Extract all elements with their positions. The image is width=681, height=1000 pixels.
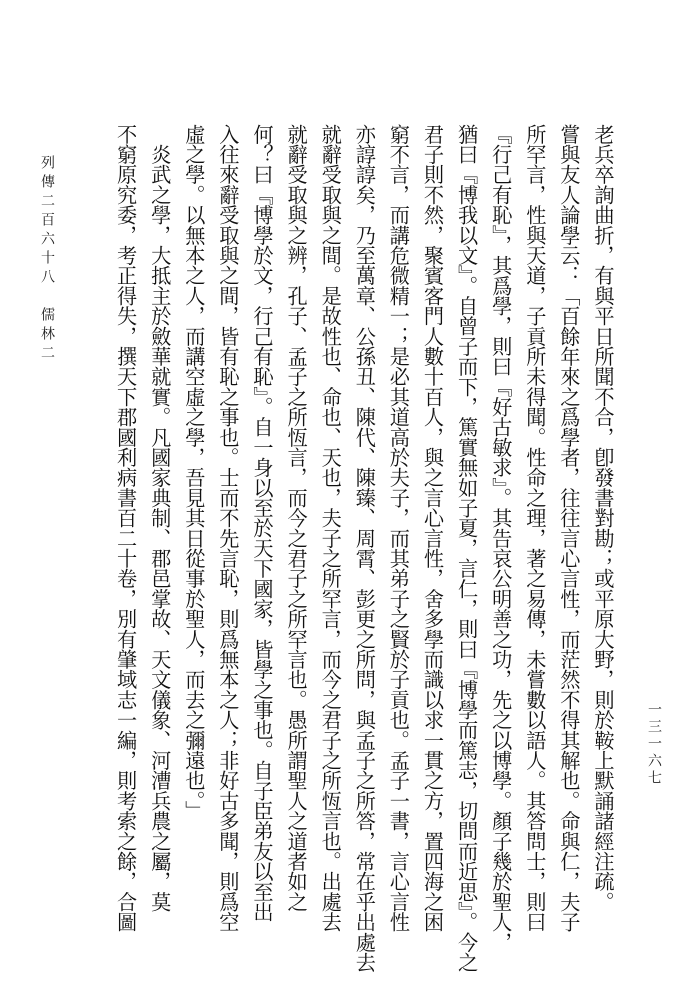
text-column: 老兵卒詢曲折，有與平日所聞不合，卽發書對勘；或平原大野，則於鞍上默誦諸經注疏。	[591, 124, 615, 912]
text-column: 嘗與友人論學云：「百餘年來之爲學者，往往言心言性，而茫然不得其解也。命與仁，夫子	[556, 124, 581, 932]
text-column: 亦諄諄矣，乃至萬章、公孫丑、陳代、陳臻、周霄、彭更之所問，與孟子之所答，常在乎出處去	[352, 124, 377, 973]
text-column: 君子則不然，聚賓客門人數十百人，與之言心言性，舍多學而識以求一貫之方，置四海之困	[420, 124, 445, 932]
text-column: 『行己有恥』，其爲學，則曰『好古敏求』。其告哀公明善之功，先之以博學。顏子幾於聖人，	[488, 124, 513, 953]
text-column: 炎武之學，大抵主於斂華就實。凡國家典制、郡邑掌故、天文儀象、河漕兵農之屬，莫	[147, 124, 172, 912]
text-column: 虛之學。以無本之人，而講空虛之學，吾見其日從事於聖人，而去之彌遠也。」	[181, 124, 206, 821]
running-head: 列傳二百六十八 儒林二	[39, 155, 55, 364]
text-column: 窮不言，而講危微精一；是必其道高於夫子，而其弟子之賢於子貢也。孟子一書，言心言性	[386, 124, 411, 932]
text-column: 猶曰『博我以文』。自曾子而下，篤實無如子夏，言仁，則曰『博學而篤志，切問而近思』。今之	[454, 124, 479, 973]
text-column: 就辭受取與之辨，孔子、孟子之所恆言，而今之君子之所罕言也。愚所謂聖人之道者如之	[284, 124, 309, 912]
text-column: 就辭受取與之間。是故性也、命也、天也，夫子之所罕言，而今之君子之所恆言也。出處去	[318, 124, 343, 932]
page-number: 一三一六七	[646, 702, 662, 787]
text-column: 不窮原究委，考正得失，撰天下郡國利病書百二十卷，別有肇域志一編，則考索之餘，合圖	[113, 124, 138, 932]
text-column: 所罕言，性與天道，子貢所未得聞。性命之理，著之易傳，未嘗數以語人。其答問士，則曰	[522, 124, 547, 932]
text-column: 何？曰『博學於文，行己有恥』。自一身以至於天下國家，皆學之事也。自子臣弟友以至出	[250, 124, 274, 922]
text-column: 入往來辭受取與之間，皆有恥之事也。士而不先言恥，則爲無本之人；非好古多聞，則爲空	[215, 124, 240, 932]
